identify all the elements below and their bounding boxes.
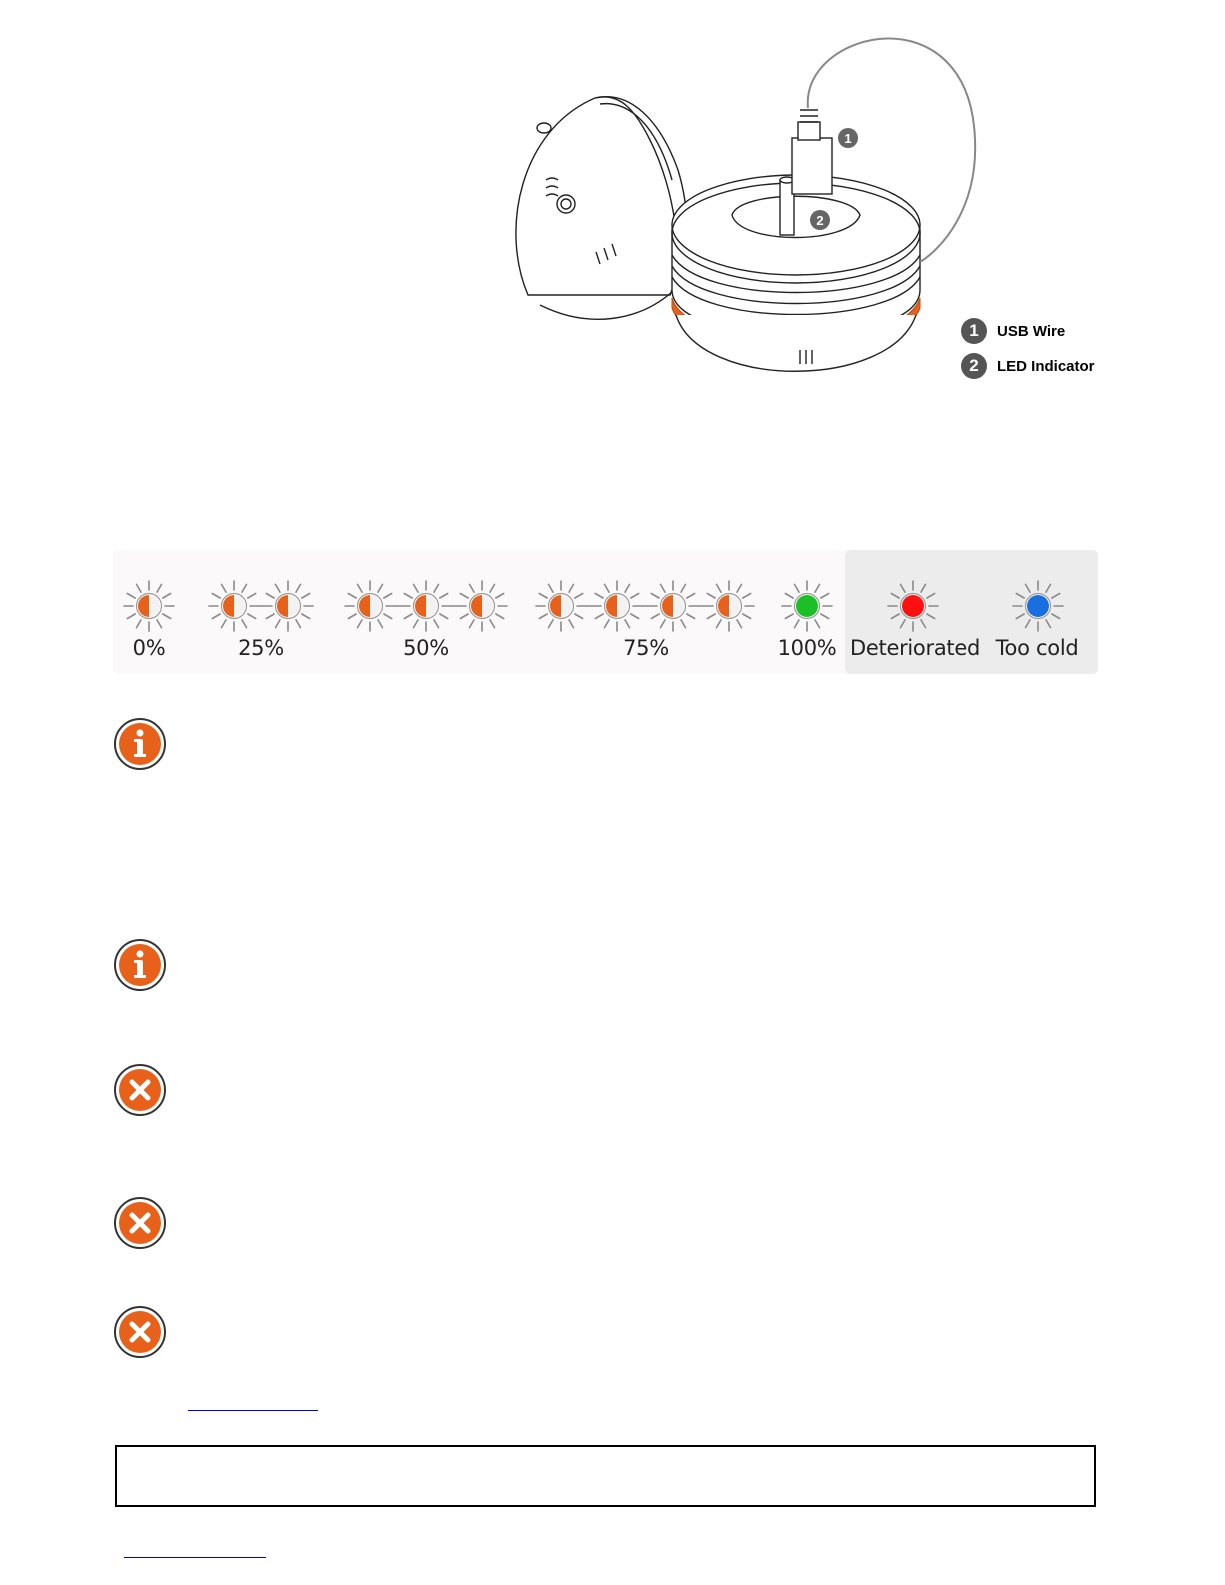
close-icon [113,1063,167,1117]
led-label-75: 75% [623,636,669,660]
led-indicator-half-orange [209,581,259,631]
led-indicator-half-orange [704,581,754,631]
info-icon [113,938,167,992]
led-indicator-half-orange [536,581,586,631]
led-label-50: 50% [403,636,449,660]
led-indicator-half-orange [401,581,451,631]
led-indicator-half-orange [648,581,698,631]
led-indicator-half-orange [263,581,313,631]
legend-led-indicator [961,353,1095,379]
led-indicator-half-orange [345,581,395,631]
callout-label: USB Wire [997,322,1066,340]
led-indicator-blue [1013,581,1063,631]
callout-number: 1 [961,318,987,344]
led-label-100: 100% [777,636,837,660]
legend-usb-wire [961,318,1065,344]
callout-number: 2 [961,353,987,379]
device-illustration [500,30,1000,390]
led-indicator-half-orange [457,581,507,631]
svg-text:1: 1 [844,131,852,146]
led-label-25: 25% [238,636,284,660]
led-indicator-half-orange [592,581,642,631]
info-icon [113,717,167,771]
led-label-deteriorated: Deteriorated [850,636,980,660]
led-status-bar [113,550,1098,674]
led-label-too-cold: Too cold [995,636,1079,660]
led-label-0: 0% [132,636,166,660]
link[interactable] [124,1557,266,1558]
close-icon [113,1196,167,1250]
led-indicator-half-orange [124,581,174,631]
note-box [115,1445,1096,1507]
callout-label: LED Indicator [997,357,1095,375]
close-icon [113,1305,167,1359]
link[interactable] [188,1410,318,1411]
led-indicator-red [888,581,938,631]
svg-text:2: 2 [816,213,824,228]
led-indicator-green [782,581,832,631]
